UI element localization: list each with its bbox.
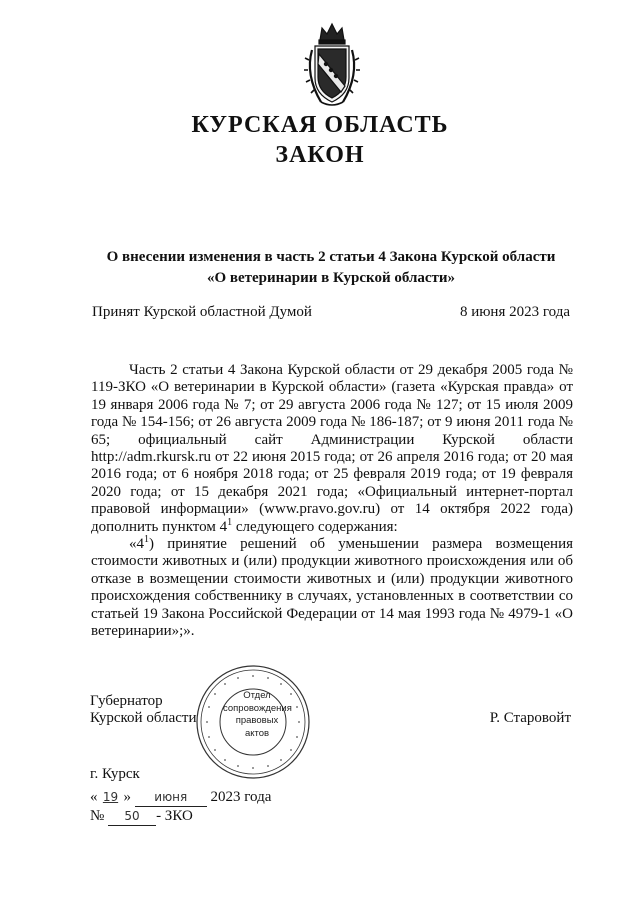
amendment-paragraph: Часть 2 статьи 4 Закона Курской области от 29 декабря 2005 года № 119-ЗКО «О ветеринарии в Курской области» (газета «Курская правда» от 19 января 2006 года № 7; от 29 августа 2006 года № 127; от 15 июля 2009 года № 154-156; от 26 августа 2009 года № 186-187; от 9 июня 2011 года № 65; официальный сайт Администрации Курской области http://adm.rkursk.ru от 22 июня 2015 года; от 26 апреля 2016 года; от 20 мая 2016 года; от 6 ноября 2018 года; от 25 февраля 2019 года; от 19 февраля 2020 года; от 15 декабря 2021 года; «Официальный интернет-портал правовой информации» (www.pravo.gov.ru) от 14 октября 2022 года) дополнить пунктом $4^1$ следующего содержания: <box>91 362 573 535</box>
superscript: 1 <box>227 516 233 528</box>
signing-date: « 19 » июня 2023 года <box>90 789 272 805</box>
city: г. Курск <box>90 766 140 782</box>
law-title <box>0 247 640 289</box>
handwritten-month: июня <box>154 790 188 804</box>
region-heading: КУРСКАЯ ОБЛАСТЬ <box>191 112 449 138</box>
superscript: 1 <box>144 534 149 546</box>
signatory-role: Губернатор Курской области <box>90 693 197 726</box>
number-blank <box>108 808 156 826</box>
coat-of-arms-icon <box>299 20 365 110</box>
stamp-text: Отдел сопровождения правовых актов <box>223 690 292 739</box>
new-clause-paragraph: «$4^1$) принятие решений об уменьшении размера возмещения стоимости животных и (или) продукции животного происхождения или об отказе в возмещении стоимости животных и (или) продукции животного происхождения собственнику в случаях, установленных в соответствии со статьей 19 Закона Российской Федерации от 14 мая 1993 года № 4979-1 «О ветеринарии»;». <box>91 534 573 640</box>
law-number: № 50 - ЗКО <box>90 808 193 824</box>
adopted-by: Принят Курской областной Думой <box>92 304 312 320</box>
law-body <box>91 362 573 641</box>
law-title-line-2: «О ветеринарии в Курской области» <box>206 270 456 286</box>
month-blank <box>135 789 207 807</box>
signatory-name: Р. Старовойт <box>489 710 571 726</box>
adoption-date: 8 июня 2023 года <box>459 304 570 320</box>
law-title-line-1: О внесении изменения в часть 2 статьи 4 Закона Курской области <box>106 249 556 265</box>
document-type-heading: ЗАКОН <box>275 142 365 168</box>
handwritten-day: 19 <box>102 790 119 804</box>
handwritten-number: 50 <box>124 809 140 823</box>
